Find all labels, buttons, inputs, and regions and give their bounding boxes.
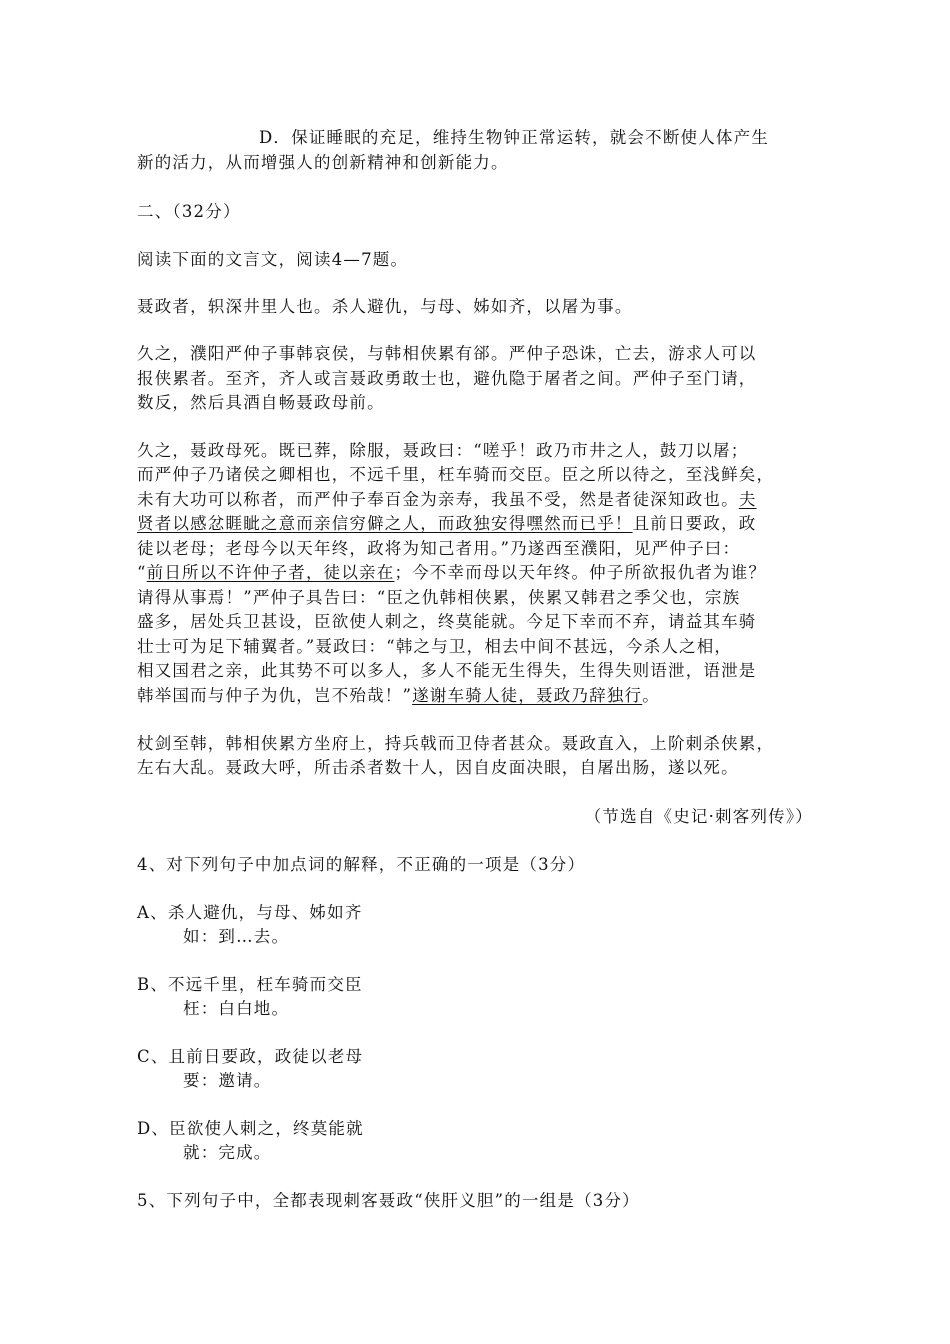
para3-line1: 久之，聂政母死。既已葬，除服，聂政曰：“嗟乎！政乃市井之人，鼓刀以屠；: [137, 441, 749, 460]
q4-option-d: D、臣欲使人刺之，终莫能就: [137, 1119, 364, 1138]
para3-line9: 壮士可为足下辅翼者。”聂政曰：“韩之与卫，相去中间不甚远，今杀人之相，: [137, 637, 733, 656]
para3-line8: 盛多，居处兵卫甚设，臣欲使人刺之，终莫能就。今足下幸而不弃，请益其车骑: [137, 612, 757, 631]
underlined-phrase: 遂谢车骑人徒，聂政乃辞独行: [412, 686, 643, 705]
para2-line2: 报侠累者。至齐，齐人或言聂政勇敢士也，避仇隐于屠者之间。严仲子至门请，: [137, 369, 757, 388]
q4-option-d-gloss: 就：完成。: [183, 1143, 272, 1162]
para2-line1: 久之，濮阳严仲子事韩哀侯，与韩相侠累有郤。严仲子恐诛，亡去，游求人可以: [137, 344, 757, 363]
para3-line11-text: 韩举国而与仲子为仇，岂不殆哉！”: [137, 686, 413, 705]
q4-option-b-gloss: 枉：白白地。: [183, 999, 290, 1018]
para2-line3: 数反，然后具酒自畅聂政母前。: [137, 393, 385, 412]
q4-stem: 4、对下列句子中加点词的解释，不正确的一项是（3分）: [137, 855, 586, 874]
para3-line3-text: 未有大功可以称者，而严仲子奉百金为亲寿，我虽不受，然是者徒深知政也。: [137, 490, 739, 509]
underlined-phrase: 前日所以不许仲子者，徒以亲在: [146, 563, 395, 582]
q4-option-a: A、杀人避仇，与母、姊如齐: [137, 903, 363, 922]
q4-option-a-gloss: 如：到…去。: [183, 927, 290, 946]
para3-line2: 而严仲子乃诸侯之卿相也，不远千里，枉车骑而交臣。臣之所以待之，至浅鲜矣，: [137, 465, 775, 484]
para3-line5: 徒以老母；老母今以天年终，政将为知己者用。”乃遂西至濮阳，见严仲子曰：: [137, 539, 741, 558]
para4-line2: 左右大乱。聂政大呼，所击杀者数十人，因自皮面决眼，自屠出肠，遂以死。: [137, 758, 739, 777]
underlined-phrase: 夫: [738, 490, 757, 509]
period: 。: [642, 686, 660, 705]
q5-stem: 5、下列句子中，全都表现刺客聂政“侠肝义胆”的一组是（3分）: [137, 1191, 640, 1210]
para3-line4: [137, 512, 813, 536]
para4-line1: 杖剑至韩，韩相侠累方坐府上，持兵戟而卫侍者甚众。聂政直入，上阶刺杀侠累，: [137, 734, 775, 753]
para3-line3: [137, 488, 813, 512]
instruction: 阅读下面的文言文，阅读4—7题。: [137, 250, 409, 269]
underlined-phrase: 贤者以感忿睚眦之意而亲信穷僻之人，而政独安得嘿然而已乎！: [137, 514, 633, 533]
para3-line10: 相又国君之亲，此其势不可以多人，多人不能无生得失，生得失则语泄，语泄是: [137, 661, 757, 680]
quote-open: “: [137, 563, 147, 582]
source-citation: （节选自《史记·刺客列传》）: [584, 807, 813, 826]
q4-option-b: B、不远千里，枉车骑而交臣: [137, 975, 363, 994]
para3-line7: 请得从事焉！”严仲子具告曰：“臣之仇韩相侠累，侠累又韩君之季父也，宗族: [137, 588, 741, 607]
option-d-line2: 新的活力，从而增强人的创新精神和创新能力。: [137, 153, 509, 172]
section2-header: 二、（32分）: [137, 202, 241, 221]
para1: 聂政者，轵深井里人也。杀人避仇，与母、姊如齐，以屠为事。: [137, 297, 633, 316]
option-d-line1: D．保证睡眠的充足，维持生物钟正常运转，就会不断使人体产生: [259, 128, 770, 147]
para3-line6: [137, 561, 813, 585]
q4-option-c: C、且前日要政，政徒以老母: [137, 1047, 364, 1066]
para3-line11: [137, 684, 813, 708]
q4-option-c-gloss: 要：邀请。: [183, 1071, 272, 1090]
para3-line4-text: 且前日要政，政: [632, 514, 757, 533]
para3-line6-text: ；今不幸而母以天年终。仲子所欲报仇者为谁？: [394, 563, 767, 582]
